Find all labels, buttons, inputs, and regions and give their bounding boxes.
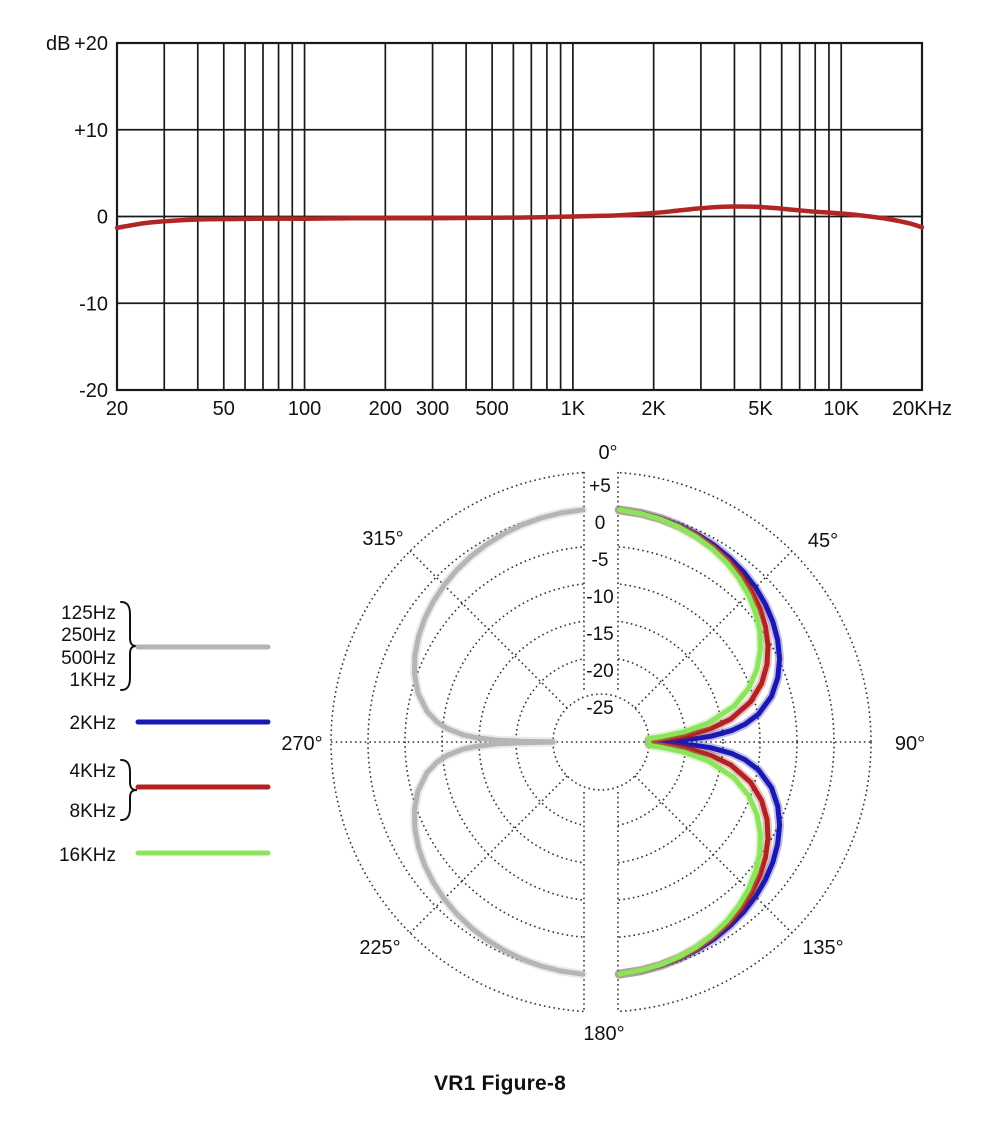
chart-title: VR1 Figure-8 <box>434 1072 566 1095</box>
polar-top-channel-mask <box>584 468 618 692</box>
fr-y-tick-label: +10 <box>74 119 108 142</box>
fr-x-tick-label: 2K <box>641 398 666 420</box>
polar-db-scale-label: 0 <box>594 513 606 534</box>
fr-y-tick-label: -10 <box>79 293 108 316</box>
polar-db-scale-label: -20 <box>586 661 614 682</box>
polar-db-scale-label: -25 <box>586 698 614 719</box>
legend-label: 250Hz <box>61 625 116 646</box>
polar-angle-label-225: 225° <box>359 937 401 959</box>
legend-label: 8KHz <box>69 801 116 822</box>
fr-x-tick-label: 20KHz <box>891 398 953 420</box>
fr-x-tick-label: 200 <box>368 398 403 420</box>
fr-unit-label: dB <box>46 33 71 55</box>
polar-angle-label-270: 270° <box>281 733 323 755</box>
fr-y-tick-label: +20 <box>74 33 108 55</box>
legend-brace <box>121 602 137 690</box>
legend-label: 16KHz <box>58 845 116 866</box>
polar-db-scale-label: -10 <box>586 587 614 608</box>
fr-x-tick-label: 100 <box>287 398 322 420</box>
polar-spoke-225 <box>410 776 567 933</box>
legend-brace <box>121 760 137 820</box>
fr-x-tick-label: 50 <box>212 398 235 420</box>
fr-y-tick-label: 0 <box>96 206 108 229</box>
fr-x-tick-label: 1K <box>560 398 586 420</box>
polar-db-scale-label: -15 <box>586 624 614 645</box>
polar-angle-label-180: 180° <box>583 1023 625 1045</box>
fr-y-tick-label: -20 <box>79 380 108 402</box>
legend-label: 4KHz <box>69 761 116 782</box>
polar-angle-label-135: 135° <box>802 937 844 959</box>
fr-x-tick-label: 500 <box>475 398 509 420</box>
polar-angle-label-45: 45° <box>807 530 839 552</box>
polar-angle-label-90: 90° <box>894 733 926 755</box>
legend-label: 2KHz <box>69 713 116 734</box>
polar-db-scale-label: +5 <box>589 476 611 497</box>
fr-x-tick-label: 300 <box>415 398 450 420</box>
legend-label: 1KHz <box>69 670 116 691</box>
legend-label: 500Hz <box>61 648 116 669</box>
legend-label: 125Hz <box>61 603 116 624</box>
fr-x-tick-label: 10K <box>823 398 860 420</box>
polar-bottom-channel-mask <box>584 792 618 1018</box>
polar-db-scale-label: -5 <box>591 550 609 571</box>
fr-x-tick-label: 20 <box>105 398 129 420</box>
polar-spoke-315 <box>410 551 567 708</box>
fr-x-tick-label: 5K <box>748 398 773 420</box>
polar-angle-label-315: 315° <box>362 528 404 550</box>
polar-angle-label-0: 0° <box>598 442 618 464</box>
